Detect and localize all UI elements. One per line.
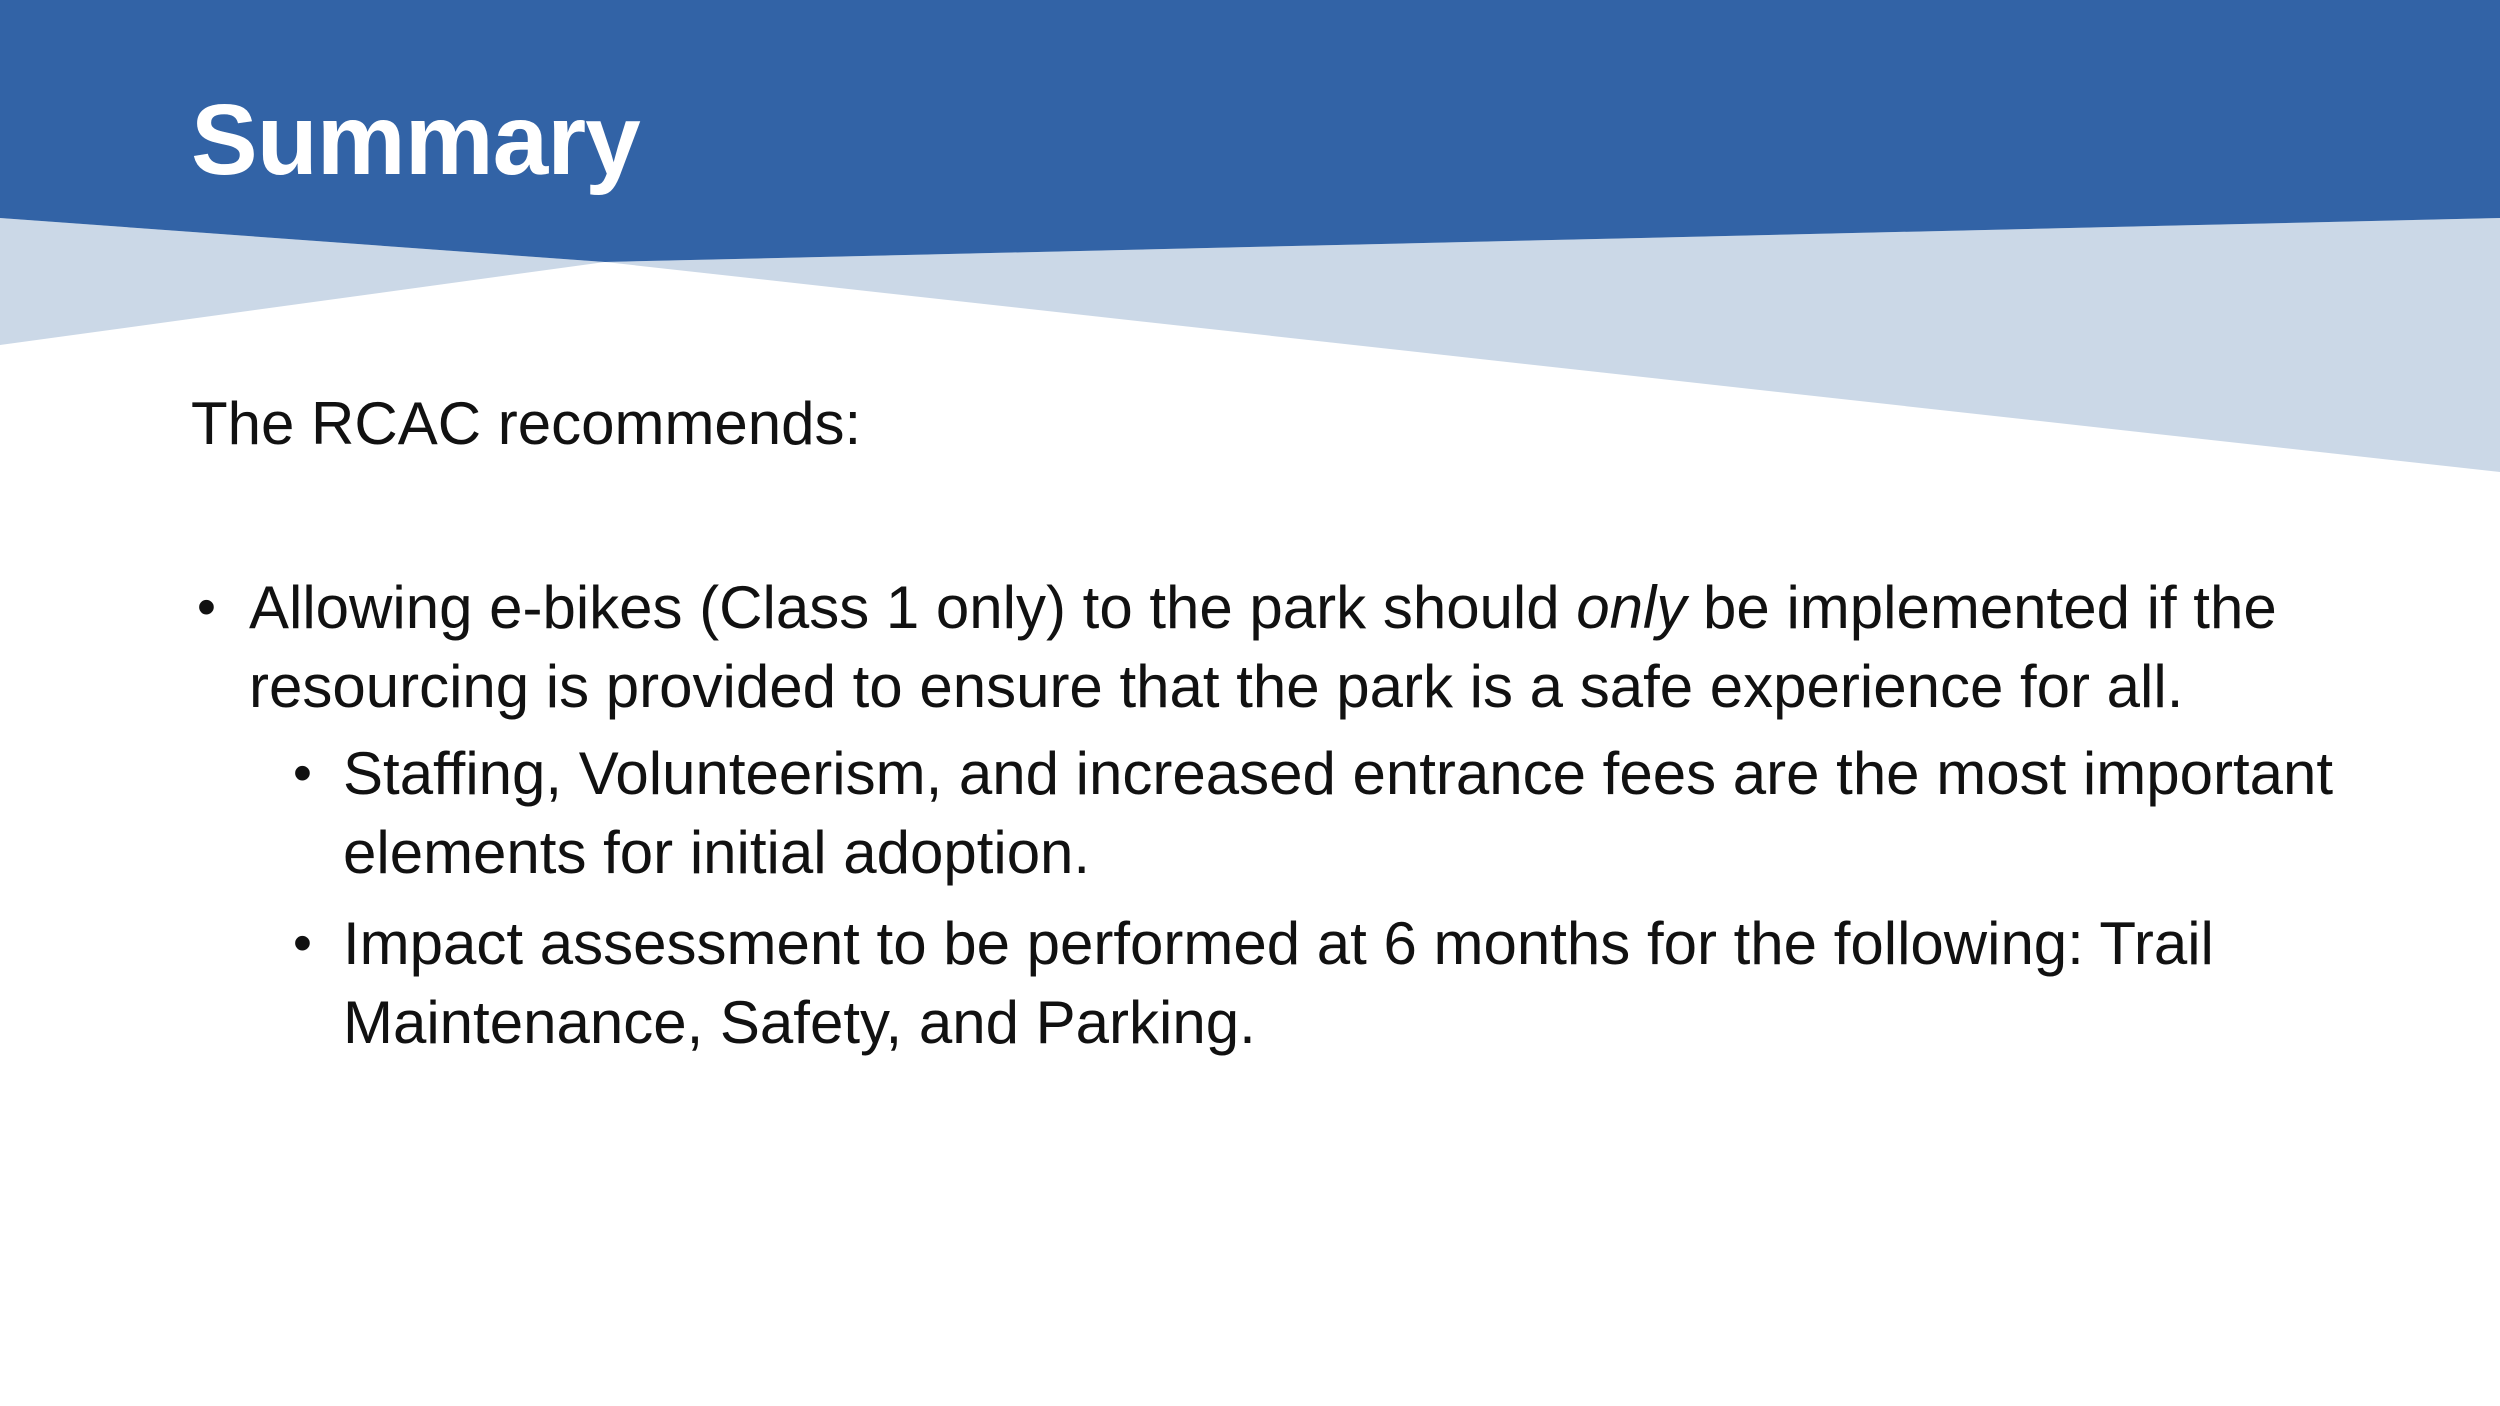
bullet-emphasis: only: [1576, 574, 1687, 641]
intro-text: The RCAC recommends:: [191, 390, 862, 457]
bullet-text-end: be implemented if the resourcing is provided to ensure that the park is a safe experience for all.: [249, 574, 2277, 720]
sub-bullet-dot-icon: •: [293, 913, 312, 973]
slide-title: Summary: [191, 84, 640, 196]
sub-bullet-text: Staffing, Volunteerism, and increased entrance fees are the most important elements for initial adoption.: [343, 740, 2334, 886]
sub-bullet-list: [249, 734, 2371, 1062]
sub-bullet-staffing: [293, 734, 2371, 892]
sub-bullet-impact: [293, 904, 2371, 1062]
bullet-item-ebikes: [191, 568, 2371, 1062]
bullet-list: [191, 568, 2371, 1074]
bullet-dot-icon: •: [197, 577, 216, 637]
sub-bullet-text: Impact assessment to be performed at 6 months for the following: Trail Maintenance, Safety, and Parking.: [343, 910, 2214, 1056]
sub-bullet-dot-icon: •: [293, 743, 312, 803]
bullet-text-start: Allowing e-bikes (Class 1 only) to the park should: [249, 574, 1577, 641]
